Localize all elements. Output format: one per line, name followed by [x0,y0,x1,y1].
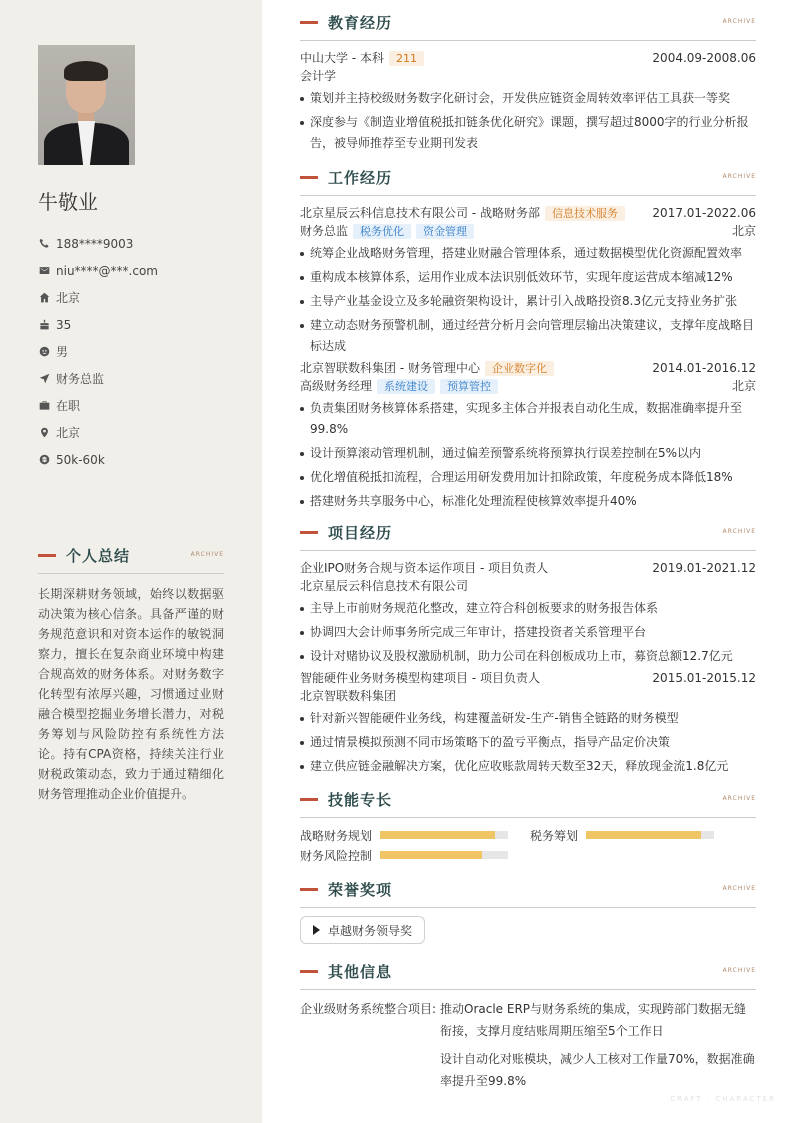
summary-section [38,545,224,804]
job-entry [300,204,756,357]
project-name: 智能硬件业务财务模型构建项目 - 项目负责人 [300,671,540,685]
skills-header [300,789,756,818]
job-bullets [300,243,756,357]
honors-section [300,879,756,944]
job-skill-tag: 系统建设 [377,379,435,394]
section-accent-bar [300,798,318,801]
face-icon [38,346,50,358]
projects-title: 项目经历 [328,524,393,542]
mail-icon [38,265,50,277]
list-item: 搭建财务共享服务中心，标准化处理流程使核算效率提升40% [300,491,756,512]
other-en-label: ARCHIVE [722,967,756,974]
job-company: 北京星辰云科信息技术有限公司 - 战略财务部 [300,206,540,220]
pin-icon [38,427,50,439]
job-industry-tag: 信息技术服务 [545,206,625,221]
job-skill-tag: 资金管理 [416,224,474,239]
skill-fill [586,831,701,839]
summary-en-label: ARCHIVE [190,551,224,558]
job-period: 2017.01-2022.06 [652,206,756,220]
send-icon [38,373,50,385]
project-entry [300,669,756,777]
education-title: 教育经历 [328,14,393,32]
work-header [300,167,756,196]
skills-list [300,826,756,864]
list-item: 通过情景模拟预测不同市场策略下的盈亏平衡点，指导产品定价决策 [300,732,756,753]
project-period: 2019.01-2021.12 [652,561,756,575]
skill-bar [380,831,508,839]
info-position: 财务总监 [38,365,238,392]
education-major-row [300,67,756,85]
other-section [300,961,756,1098]
list-item: 建立动态财务预警机制，通过经营分析月会向管理层输出决策建议，支撑年度战略目标达成 [300,315,756,357]
job-industry-tag: 企业数字化 [485,361,554,376]
cake-icon [38,319,50,331]
job-skill-tag: 税务优化 [353,224,411,239]
info-status: 在职 [38,392,238,419]
list-item: 重构成本核算体系，运用作业成本法识别低效环节，实现年度运营成本缩减12% [300,267,756,288]
other-header [300,961,756,990]
honor-badge: 卓越财务领导奖 [300,916,425,944]
sidebar [0,0,262,1123]
job-period: 2014.01-2016.12 [652,361,756,375]
home-icon [38,292,50,304]
project-bullets [300,598,756,667]
list-item: 建立供应链金融解决方案，优化应收账款周转天数至32天，释放现金流1.8亿元 [300,756,756,777]
list-item: 针对新兴智能硬件业务线，构建覆盖研发-生产-销售全链路的财务模型 [300,708,756,729]
projects-header [300,522,756,551]
summary-header [38,545,224,574]
section-accent-bar [300,21,318,24]
job-bullets [300,398,756,512]
honors-header [300,879,756,908]
summary-text: 长期深耕财务领域，始终以数据驱动决策为核心信条。具备严谨的财务规范意识和对资本运作的敏锐洞察力，擅长在复杂商业环境中构建合规高效的财务体系。对财务数字化转型有浓厚兴趣，习惯通过业财融合模型挖掘业务增长潜力，对税务筹划与风险防控有系统性方法论。持有CPA资格，持续关注行业财税政策动态，致力于通过精细化财务管理推动企业价值提升。 [38,587,224,801]
info-phone: 188****9003 [38,230,238,257]
project-org: 北京智联数科集团 [300,689,397,703]
education-header [300,12,756,41]
coin-icon [38,454,50,466]
info-salary: 50k-60k [38,446,238,473]
skills-section [300,789,756,864]
list-item: 统筹企业战略财务管理，搭建业财融合管理体系，通过数据模型优化资源配置效率 [300,243,756,264]
list-item: 设计对赌协议及股权激励机制，助力公司在科创板成功上市，募资总额12.7亿元 [300,646,756,667]
contact-info-list [38,230,238,473]
honors-en-label: ARCHIVE [722,885,756,892]
skill-bar [586,831,714,839]
projects-en-label: ARCHIVE [722,528,756,535]
skill-bar [380,851,508,859]
education-en-label: ARCHIVE [722,18,756,25]
school-tag: 211 [389,51,424,66]
project-period: 2015.01-2015.12 [652,671,756,685]
list-item: 主导上市前财务规范化整改，建立符合科创板要求的财务报告体系 [300,598,756,619]
skill-item: 税务筹划 [530,826,756,844]
section-accent-bar [300,970,318,973]
skills-title: 技能专长 [328,791,393,809]
info-location: 北京 [38,284,238,311]
info-gender: 男 [38,338,238,365]
job-company: 北京智联数科集团 - 财务管理中心 [300,361,480,375]
skill-fill [380,851,482,859]
work-title: 工作经历 [328,169,393,187]
section-accent-bar [300,176,318,179]
watermark: CRAFT · CHARACTER [670,1095,776,1103]
other-values [440,998,756,1098]
info-age: 35 [38,311,238,338]
info-intended-city: 北京 [38,419,238,446]
honors-title: 荣誉奖项 [328,881,393,899]
job-skill-tag: 预算管控 [440,379,498,394]
work-section [300,167,756,512]
project-name: 企业IPO财务合规与资本运作项目 - 项目负责人 [300,561,549,575]
project-entry [300,559,756,667]
play-icon [313,925,320,935]
school-name: 中山大学 - 本科 [300,51,384,65]
education-row [300,49,756,67]
education-section [300,12,756,154]
briefcase-icon [38,400,50,412]
project-bullets [300,708,756,777]
education-major: 会计学 [300,69,337,83]
section-accent-bar [300,531,318,534]
job-entry [300,359,756,512]
section-accent-bar [300,888,318,891]
other-info-row [300,998,756,1098]
job-city: 北京 [731,379,756,393]
list-item: 负责集团财务核算体系搭建，实现多主体合并报表自动化生成，数据准确率提升至99.8% [300,398,756,440]
candidate-name: 牛敬业 [38,190,98,214]
list-item: 协调四大会计师事务所完成三年审计，搭建投资者关系管理平台 [300,622,756,643]
job-role: 高级财务经理 [300,379,373,393]
project-org: 北京星辰云科信息技术有限公司 [300,579,469,593]
skill-item: 财务风险控制 [300,846,530,864]
other-key: 企业级财务系统整合项目: [300,1002,437,1016]
other-title: 其他信息 [328,963,393,981]
list-item: 主导产业基金设立及多轮融资架构设计，累计引入战略投资8.3亿元支持业务扩张 [300,291,756,312]
phone-icon [38,238,50,250]
skill-fill [380,831,495,839]
other-value: 设计自动化对账模块，减少人工核对工作量70%，数据准确率提升至99.8% [440,1052,755,1088]
work-en-label: ARCHIVE [722,173,756,180]
projects-section [300,522,756,777]
education-period: 2004.09-2008.06 [652,51,756,65]
list-item: 设计预算滚动管理机制，通过偏差预警系统将预算执行误差控制在5%以内 [300,443,756,464]
list-item: 策划并主持校级财务数字化研讨会，开发供应链资金周转效率评估工具获一等奖 [300,88,756,109]
summary-title: 个人总结 [66,547,131,565]
job-role: 财务总监 [300,224,349,238]
other-value: 推动Oracle ERP与财务系统的集成，实现跨部门数据无缝衔接，支撑月度结账周期压缩至5个工作日 [440,1002,747,1038]
section-accent-bar [38,554,56,557]
job-city: 北京 [731,224,756,238]
info-email: niu****@***.com [38,257,238,284]
list-item: 深度参与《制造业增值税抵扣链条优化研究》课题，撰写超过8000字的行业分析报告，被导师推荐至专业期刊发表 [300,112,756,154]
education-bullets [300,88,756,154]
list-item: 优化增值税抵扣流程，合理运用研发费用加计扣除政策，年度税务成本降低18% [300,467,756,488]
avatar-photo [38,45,135,165]
skills-en-label: ARCHIVE [722,795,756,802]
skill-item: 战略财务规划 [300,826,530,844]
